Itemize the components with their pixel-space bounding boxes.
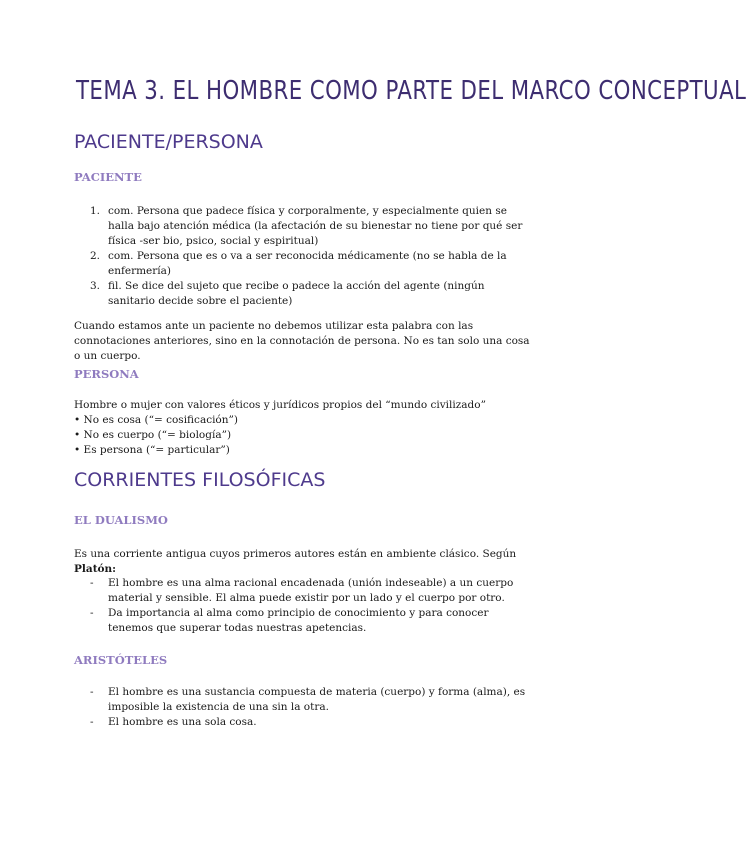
section-heading-paciente-persona: PACIENTE/PERSONA: [74, 131, 263, 153]
list-item: [74, 685, 528, 715]
bullet-item: • No es cosa (“= cosificación”): [74, 414, 238, 426]
dash-bullet: -: [90, 716, 94, 728]
subheading-dualismo: EL DUALISMO: [74, 513, 168, 527]
bullet-item: • No es cuerpo (“= biología”): [74, 429, 232, 441]
platon-label: Platón:: [74, 563, 117, 575]
list-item: [74, 715, 528, 730]
persona-intro: Hombre o mujer con valores éticos y jurídicos propios del “mundo civilizado”: [74, 399, 486, 411]
persona-bullet-list: [74, 413, 238, 458]
list-item-text: El hombre es una sustancia compuesta de materia (cuerpo) y forma (alma), es imposible la existencia de una sin la otra.: [108, 686, 526, 713]
bullet-item: • Es persona (“= particular”): [74, 444, 230, 456]
list-item-text: com. Persona que padece física y corporalmente, y especialmente quien se halla bajo atención médica (la afectación de su bienestar no tiene por qué ser física -ser bio, psico, social y espiritual): [108, 205, 523, 247]
dualismo-intro: [74, 547, 534, 577]
list-item: [74, 576, 528, 606]
dualismo-intro-text: Es una corriente antigua cuyos primeros autores están en ambiente clásico. Según: [74, 548, 517, 560]
list-item-text: com. Persona que es o va a ser reconocida médicamente (no se habla de la enfermería): [108, 250, 507, 277]
dash-bullet: -: [90, 686, 94, 698]
list-item-text: El hombre es una sola cosa.: [108, 716, 257, 728]
list-number: 3.: [90, 280, 101, 292]
list-item-text: El hombre es una alma racional encadenada (unión indeseable) a un cuerpo material y sensible. El alma puede existir por un lado y el cuerpo por otro.: [108, 577, 514, 604]
paciente-definitions-list: [74, 204, 528, 309]
list-item: [74, 204, 528, 249]
list-item-text: Da importancia al alma como principio de conocimiento y para conocer tenemos que superar todas nuestras apetencias.: [108, 607, 489, 634]
paciente-note: Cuando estamos ante un paciente no debemos utilizar esta palabra con las connotaciones anteriores, sino en la connotación de persona. No es tan solo una cosa o un cuerpo.: [74, 320, 530, 362]
section-heading-corrientes: CORRIENTES FILOSÓFICAS: [74, 469, 326, 491]
dash-bullet: -: [90, 577, 94, 589]
subheading-paciente: PACIENTE: [74, 170, 142, 184]
page-title: TEMA 3. EL HOMBRE COMO PARTE DEL MARCO CONCEPTUAL: [76, 76, 746, 106]
subheading-persona: PERSONA: [74, 367, 139, 381]
list-item-text: fil. Se dice del sujeto que recibe o padece la acción del agente (ningún sanitario decide sobre el paciente): [108, 280, 485, 307]
dualismo-list: [74, 576, 528, 636]
dash-bullet: -: [90, 607, 94, 619]
list-number: 1.: [90, 205, 101, 217]
list-number: 2.: [90, 250, 101, 262]
subheading-aristoteles: ARISTÓTELES: [74, 653, 168, 667]
list-item: [74, 249, 528, 279]
aristoteles-list: [74, 685, 528, 730]
list-item: [74, 606, 528, 636]
list-item: [74, 279, 528, 309]
